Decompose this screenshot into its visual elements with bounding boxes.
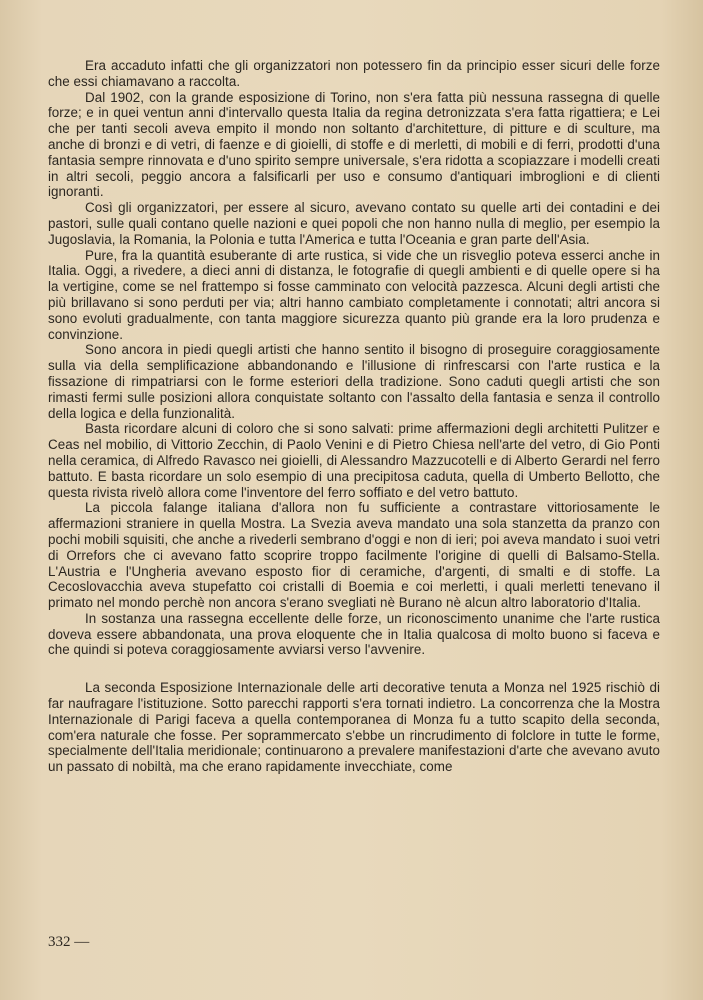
- section-gap: [48, 658, 660, 680]
- paragraph: Basta ricordare alcuni di coloro che si sono salvati: prime affermazioni degli architetti Pulitzer e Ceas nel mobilio, di Vittorio Zecchin, di Paolo Venini e di Pietro Chiesa nell'arte del vetro, di Gio Ponti nella ceramica, di Alfredo Ravasco nei gioielli, di Alessandro Mazzucotelli e di Alberto Gerardi nel ferro battuto. E basta ricordare un solo esempio di una precipitosa caduta, quella di Umberto Bellotto, che questa rivista rivelò allora come l'inventore del ferro soffiato e del vetro battuto.: [48, 421, 660, 500]
- paragraph: La seconda Esposizione Internazionale delle arti decorative tenuta a Monza nel 1925 rischiò di far naufragare l'istituzione. Sotto parecchi rapporti s'era tornati indietro. La concorrenza che la Mostra Internazionale di Parigi faceva a quella contemporanea di Monza fu a tutto scapito della seconda, com'era naturale che fosse. Per soprammercato s'ebbe un rincrudimento di folclore in tutte le forme, specialmente dell'Italia meridionale; continuarono a prevalere manifestazioni d'arte che avevano avuto un passato di nobiltà, ma che erano rapidamente invecchiate, come: [48, 680, 660, 775]
- body-text: [48, 58, 660, 775]
- paragraph: Sono ancora in piedi quegli artisti che hanno sentito il bisogno di proseguire coraggiosamente sulla via della semplificazione abbandonando e l'illusione di rinfrescarsi con l'arte rustica e la fissazione di rimpatriarsi con le forme esteriori della tradizione. Sono caduti quegli artisti che son rimasti fermi sulle posizioni allora conquistate soltanto con l'assalto della fantasia e senza il controllo della logica e della funzionalità.: [48, 342, 660, 421]
- paragraph: Pure, fra la quantità esuberante di arte rustica, si vide che un risveglio poteva esserci anche in Italia. Oggi, a rivedere, a dieci anni di distanza, le fotografie di quegli ambienti e di quelle opere si ha la vertigine, come se nel frattempo si fosse camminato con velocità pazzesca. Alcuni degli artisti che più brillavano si sono perduti per via; altri hanno cambiato completamente i connotati; altri ancora si sono evoluti gradualmente, con tanta maggiore sicurezza quanto più grande era la loro prudenza e convinzione.: [48, 247, 660, 342]
- paragraph: Dal 1902, con la grande esposizione di Torino, non s'era fatta più nessuna rassegna di quelle forze; e in quei ventun anni d'intervallo questa Italia da regina detronizzata s'era fatta rigattiera; e Lei che per tanti secoli aveva empito il mondo non soltanto d'architetture, di pitture e di sculture, ma anche di bronzi e di vetri, di faenze e di gioielli, di stoffe e di merletti, di mobili e di ferri, prodotti d'una fantasia sempre rinnovata e d'uno spirito sempre universale, s'era ridotta a scopiazzare i modelli creati in altri secoli, peggio ancora a falsificarli per uso e consumo d'antiquari imbroglioni e di clienti ignoranti.: [48, 89, 660, 200]
- paragraph: In sostanza una rassegna eccellente delle forze, un riconoscimento unanime che l'arte rustica doveva essere abbandonata, una prova eloquente che in Italia qualcosa di molto buono si faceva e che quindi si poteva coraggiosamente avviarsi verso l'avvenire.: [48, 610, 660, 658]
- page-number: 332 —: [48, 934, 90, 950]
- paragraph: Era accaduto infatti che gli organizzatori non potessero fin da principio esser sicuri delle forze che essi chiamavano a raccolta.: [48, 58, 660, 89]
- paragraph: La piccola falange italiana d'allora non fu sufficiente a contrastare vittoriosamente le affermazioni straniere in quella Mostra. La Svezia aveva mandato una sola stanzetta da pranzo con pochi mobili squisiti, che anche a rivederli sembrano d'oggi e non di ieri; poi aveva mandato i suoi vetri di Orrefors che ci avevano fatto scoprire troppo facilmente l'origine di quelli di Balsamo-Stella. L'Austria e l'Ungheria avevano esposto fior di ceramiche, d'argenti, di smalti e di stoffe. La Cecoslovacchia aveva stupefatto coi cristalli di Boemia e coi merletti, i quali merletti tenevano il primato nel mondo perchè non ancora s'erano svegliati nè Burano nè alcun altro laboratorio d'Italia.: [48, 500, 660, 611]
- paragraph: Così gli organizzatori, per essere al sicuro, avevano contato su quelle arti dei contadini e dei pastori, sulle quali contano quelle nazioni e quei popoli che non hanno nulla di meglio, per esempio la Jugoslavia, la Romania, la Polonia e tutta l'America e tutta l'Oceania e gran parte dell'Asia.: [48, 200, 660, 247]
